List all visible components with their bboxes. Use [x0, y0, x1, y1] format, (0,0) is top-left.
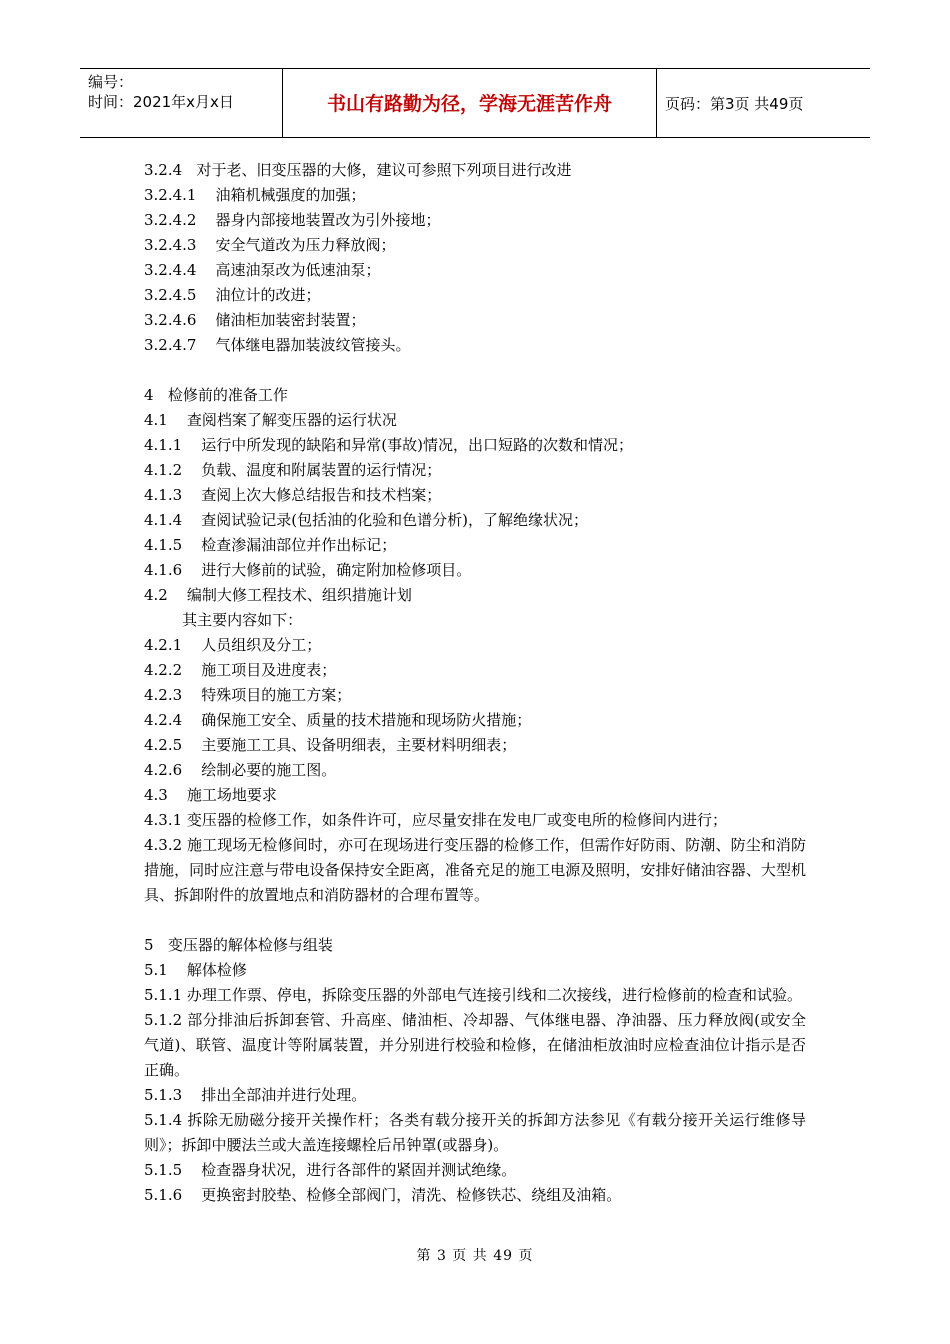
body-line: 4.2.4 确保施工安全、质量的技术措施和现场防火措施； [144, 711, 532, 729]
blank-line [144, 908, 806, 933]
document-date-label: 时间：2021年x月x日 [88, 93, 234, 111]
body-line: 4.3.1 变压器的检修工作，如条件许可，应尽量安排在发电厂或变电所的检修间内进行； [144, 811, 727, 829]
header-motto: 书山有路勤为径，学海无涯苦作舟 [326, 93, 612, 115]
body-line: 4.2.6 绘制必要的施工图。 [144, 761, 337, 779]
body-line: 4.2.3 特殊项目的施工方案； [144, 686, 352, 704]
body-line: 4.2 编制大修工程技术、组织措施计划 [144, 586, 412, 604]
blank-line [144, 358, 806, 383]
header-middle-cell [283, 69, 657, 137]
body-line: 3.2.4.7 气体继电器加装波纹管接头。 [144, 336, 411, 354]
body-line: 4.1.2 负载、温度和附属装置的运行情况； [144, 461, 442, 479]
body-line: 3.2.4.3 安全气道改为压力释放阀； [144, 236, 396, 254]
body-line: 4.3.2 施工现场无检修间时，亦可在现场进行变压器的检修工作，但需作好防雨、防潮、防尘和消防措施，同时应注意与带电设备保持安全距离，准备充足的施工电源及照明，安排好储油容器、大型机具、拆卸附件的放置地点和消防器材的合理布置等。 [144, 836, 806, 904]
page-header [80, 68, 870, 138]
document-body [144, 158, 806, 1208]
body-line: 3.2.4.1 油箱机械强度的加强； [144, 186, 366, 204]
body-line: 3.2.4.2 器身内部接地装置改为引外接地； [144, 211, 441, 229]
body-line: 3.2.4.6 储油柜加装密封装置； [144, 311, 366, 329]
document-number-label: 编号： [88, 73, 134, 91]
body-line: 5.1.4 拆除无励磁分接开关操作杆；各类有载分接开关的拆卸方法参见《有载分接开关运行维修导则》；拆卸中腰法兰或大盖连接螺栓后吊钟罩(或器身)。 [144, 1111, 806, 1154]
body-line: 5.1.5 检查器身状况，进行各部件的紧固并测试绝缘。 [144, 1161, 517, 1179]
header-right-cell [657, 69, 870, 137]
body-line: 4.2.5 主要施工工具、设备明细表，主要材料明细表； [144, 736, 517, 754]
body-line: 4.1.5 检查渗漏油部位并作出标记； [144, 536, 397, 554]
body-line: 其主要内容如下： [144, 611, 303, 629]
body-line: 3.2.4.5 油位计的改进； [144, 286, 321, 304]
header-page-info: 页码：第3页 共49页 [665, 95, 804, 113]
body-line: 5.1.2 部分排油后拆卸套管、升高座、储油柜、冷却器、气体继电器、净油器、压力释放阀(或安全气道)、联管、温度计等附属装置，并分别进行校验和检修，在储油柜放油时应检查油位计指示是否正确。 [144, 1011, 806, 1079]
body-line: 4.1.1 运行中所发现的缺陷和异常(事故)情况，出口短路的次数和情况； [144, 436, 633, 454]
body-line: 4 检修前的准备工作 [144, 386, 288, 404]
body-line: 5.1.3 排出全部油并进行处理。 [144, 1086, 367, 1104]
body-line: 5.1.6 更换密封胶垫、检修全部阀门，清洗、检修铁芯、绕组及油箱。 [144, 1186, 622, 1204]
body-line: 4.3 施工场地要求 [144, 786, 277, 804]
body-line: 4.1.6 进行大修前的试验，确定附加检修项目。 [144, 561, 472, 579]
body-line: 4.1 查阅档案了解变压器的运行状况 [144, 411, 397, 429]
body-line: 5 变压器的解体检修与组装 [144, 936, 333, 954]
body-line: 5.1 解体检修 [144, 961, 247, 979]
body-line: 4.2.1 人员组织及分工； [144, 636, 322, 654]
header-left-cell [80, 69, 283, 137]
body-line: 5.1.1 办理工作票、停电，拆除变压器的外部电气连接引线和二次接线，进行检修前的检查和试验。 [144, 986, 802, 1004]
body-line: 4.1.3 查阅上次大修总结报告和技术档案； [144, 486, 442, 504]
body-line: 3.2.4 对于老、旧变压器的大修，建议可参照下列项目进行改进 [144, 161, 572, 179]
page-footer: 第 3 页 共 49 页 [416, 1248, 534, 1264]
body-line: 3.2.4.4 高速油泵改为低速油泵； [144, 261, 381, 279]
body-line: 4.1.4 查阅试验记录(包括油的化验和色谱分析)，了解绝缘状况； [144, 511, 588, 529]
body-line: 4.2.2 施工项目及进度表； [144, 661, 337, 679]
